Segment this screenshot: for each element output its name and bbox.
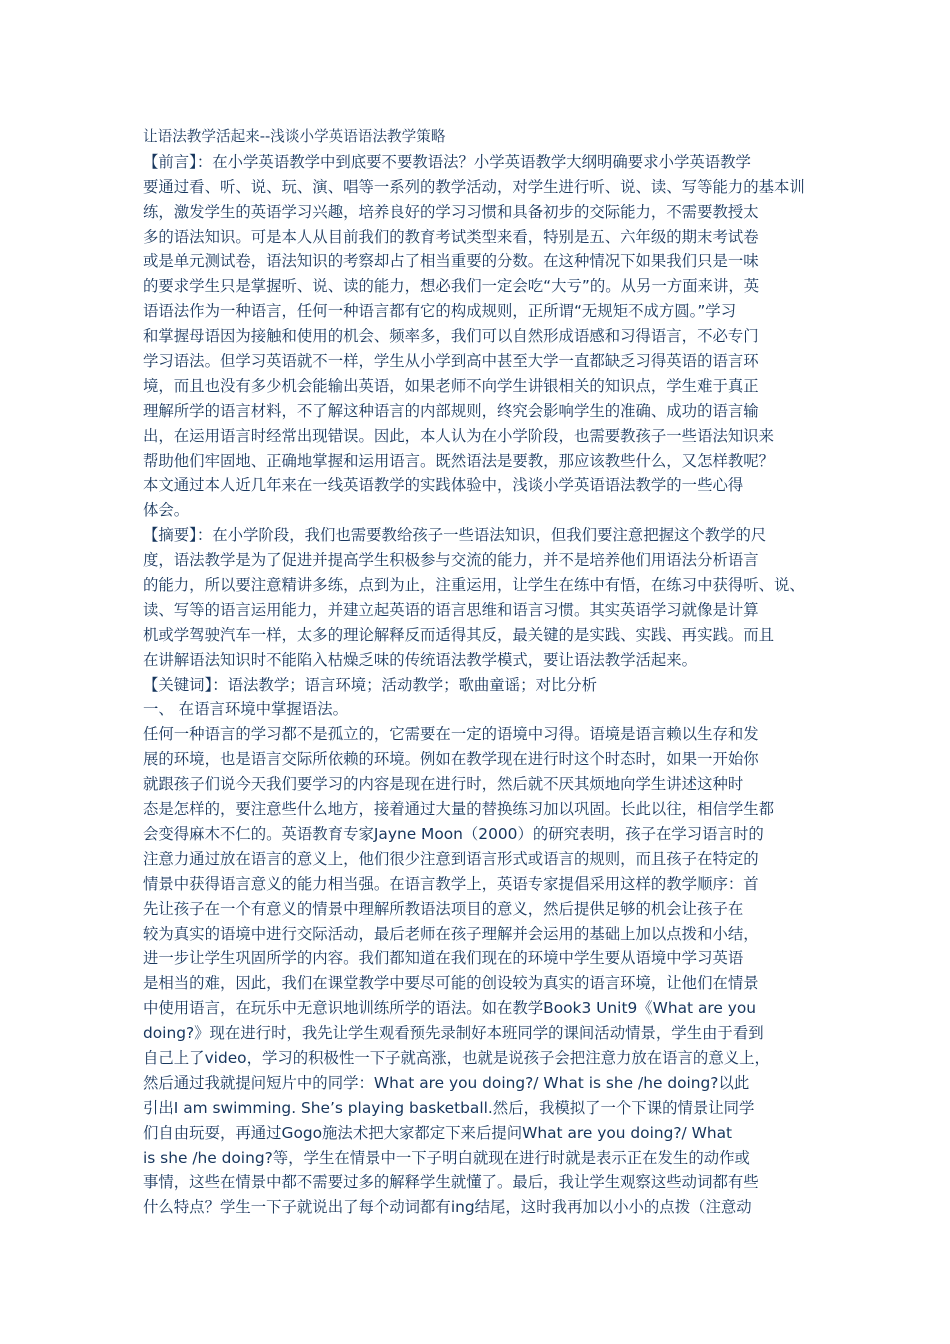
text-line: 注意力通过放在语言的意义上，他们很少注意到语言形式或语言的规则，而且孩子在特定的 xyxy=(143,849,759,868)
text-line: 情景中获得语言意义的能力相当强。在语言教学上，英语专家提倡采用这样的教学顺序：首 xyxy=(143,874,759,893)
text-line: 帮助他们牢固地、正确地掌握和运用语言。既然语法是要教，那应该教些什么，又怎样教呢？ xyxy=(143,451,775,470)
text-line: 理解所学的语言材料，不了解这种语言的内部规则，终究会影响学生的准确、成功的语言输 xyxy=(143,401,759,420)
text-line: 们自由玩耍，再通过Gogo施法术把大家都定下来后提问What are you doing?/ What xyxy=(143,1123,733,1142)
text-line: doing?》现在进行时，我先让学生观看预先录制好本班同学的课间活动情景，学生由于看到 xyxy=(143,1024,764,1043)
text-line: 【摘要】：在小学阶段，我们也需要教给孩子一些语法知识，但我们要注意把握这个教学的尺 xyxy=(143,526,767,545)
text-line: 体会。 xyxy=(143,501,190,520)
text-line: 展的环境，也是语言交际所依赖的环境。例如在教学现在进行时这个时态时，如果一开始你 xyxy=(143,750,759,769)
text-line: 的能力，所以要注意精讲多练，点到为止，注重运用，让学生在练中有悟，在练习中获得听、说、 xyxy=(143,576,805,595)
document-body xyxy=(143,125,813,1220)
text-line: 的要求学生只是掌握听、说、读的能力，想必我们一定会吃“大亏”的。从另一方面来讲，英 xyxy=(143,277,760,296)
text-line: 境，而且也没有多少机会能输出英语，如果老师不向学生讲银相关的知识点，学生难于真正 xyxy=(143,376,759,395)
text-line: 较为真实的语境中进行交际活动，最后老师在孩子理解并会运用的基础上加以点拨和小结， xyxy=(143,924,759,943)
text-line: 【关键词】：语法教学；语言环境；活动教学；歌曲童谣；对比分析 xyxy=(143,675,598,694)
text-line: is she /he doing?等，学生在情景中一下子明白就现在进行时就是表示正在发生的动作或 xyxy=(143,1148,750,1167)
document-title: 让语法教学活起来--浅谈小学英语语法教学策略 xyxy=(143,128,446,145)
text-line: 度，语法教学是为了促进并提高学生积极参与交流的能力，并不是培养他们用语法分析语言 xyxy=(143,551,759,570)
text-line: 进一步让学生巩固所学的内容。我们都知道在我们现在的环境中学生要从语境中学习英语 xyxy=(143,949,744,968)
text-line: 中使用语言，在玩乐中无意识地训练所学的语法。如在教学Book3 Unit9《What are you xyxy=(143,999,757,1018)
text-line: 本文通过本人近几年来在一线英语教学的实践体验中，浅谈小学英语语法教学的一些心得 xyxy=(143,476,744,495)
text-line: 学习语法。但学习英语就不一样，学生从小学到高中甚至大学一直都缺乏习得英语的语言环 xyxy=(143,352,759,371)
text-line: 语语法作为一种语言，任何一种语言都有它的构成规则，正所谓“无规矩不成方圆。”学习 xyxy=(143,302,737,321)
text-line: 读、写等的语言运用能力，并建立起英语的语言思维和语言习惯。其实英语学习就像是计算 xyxy=(143,600,759,619)
text-line: 就跟孩子们说今天我们要学习的内容是现在进行时，然后就不厌其烦地向学生讲述这种时 xyxy=(143,775,744,794)
text-line: 要通过看、听、说、玩、演、唱等一系列的教学活动，对学生进行听、说、读、写等能力的基本训 xyxy=(143,177,805,196)
text-line: 态是怎样的，要注意些什么地方，接着通过大量的替换练习加以巩固。长此以往，相信学生都 xyxy=(143,800,775,819)
text-line: 什么特点？学生一下子就说出了每个动词都有ing结尾，这时我再加以小小的点拨（注意动 xyxy=(143,1198,752,1217)
text-line: 出，在运用语言时经常出现错误。因此，本人认为在小学阶段，也需要教孩子一些语法知识来 xyxy=(143,426,775,445)
text-line: 在讲解语法知识时不能陷入枯燥乏味的传统语法教学模式，要让语法教学活起来。 xyxy=(143,650,698,669)
document-text xyxy=(143,150,813,1220)
text-line: 先让孩子在一个有意义的情景中理解所教语法项目的意义，然后提供足够的机会让孩子在 xyxy=(143,899,744,918)
text-line: 【前言】：在小学英语教学中到底要不要教语法？小学英语教学大纲明确要求小学英语教学 xyxy=(143,152,751,171)
text-line: 练，激发学生的英语学习兴趣，培养良好的学习习惯和具备初步的交际能力，不需要教授太 xyxy=(143,202,759,221)
text-line: 事情，这些在情景中都不需要过多的解释学生就懂了。最后，我让学生观察这些动词都有些 xyxy=(143,1173,759,1192)
text-line: 多的语法知识。可是本人从目前我们的教育考试类型来看，特别是五、六年级的期末考试卷 xyxy=(143,227,759,246)
text-line: 是相当的难，因此，我们在课堂教学中要尽可能的创设较为真实的语言环境，让他们在情景 xyxy=(143,974,759,993)
text-line: 和掌握母语因为接触和使用的机会、频率多，我们可以自然形成语感和习得语言，不必专门 xyxy=(143,327,759,346)
text-line: 引出I am swimming. She’s playing basketball.然后，我模拟了一个下课的情景让同学 xyxy=(143,1098,755,1117)
text-line: 自己上了video，学习的积极性一下子就高涨，也就是说孩子会把注意力放在语言的意义上， xyxy=(143,1048,770,1067)
text-line: 机或学驾驶汽车一样，太多的理论解释反而适得其反，最关键的是实践、实践、再实践。而且 xyxy=(143,625,775,644)
text-line: 任何一种语言的学习都不是孤立的，它需要在一定的语境中习得。语境是语言赖以生存和发 xyxy=(143,725,759,744)
text-line: 然后通过我就提问短片中的同学：What are you doing?/ What is she /he doing?以此 xyxy=(143,1073,750,1092)
text-line: 会变得麻木不仁的。英语教育专家Jayne Moon（2000）的研究表明，孩子在学习语言时的 xyxy=(143,824,764,843)
text-line: 一、 在语言环境中掌握语法。 xyxy=(143,700,348,719)
text-line: 或是单元测试卷，语法知识的考察却占了相当重要的分数。在这种情况下如果我们只是一味 xyxy=(143,252,759,271)
